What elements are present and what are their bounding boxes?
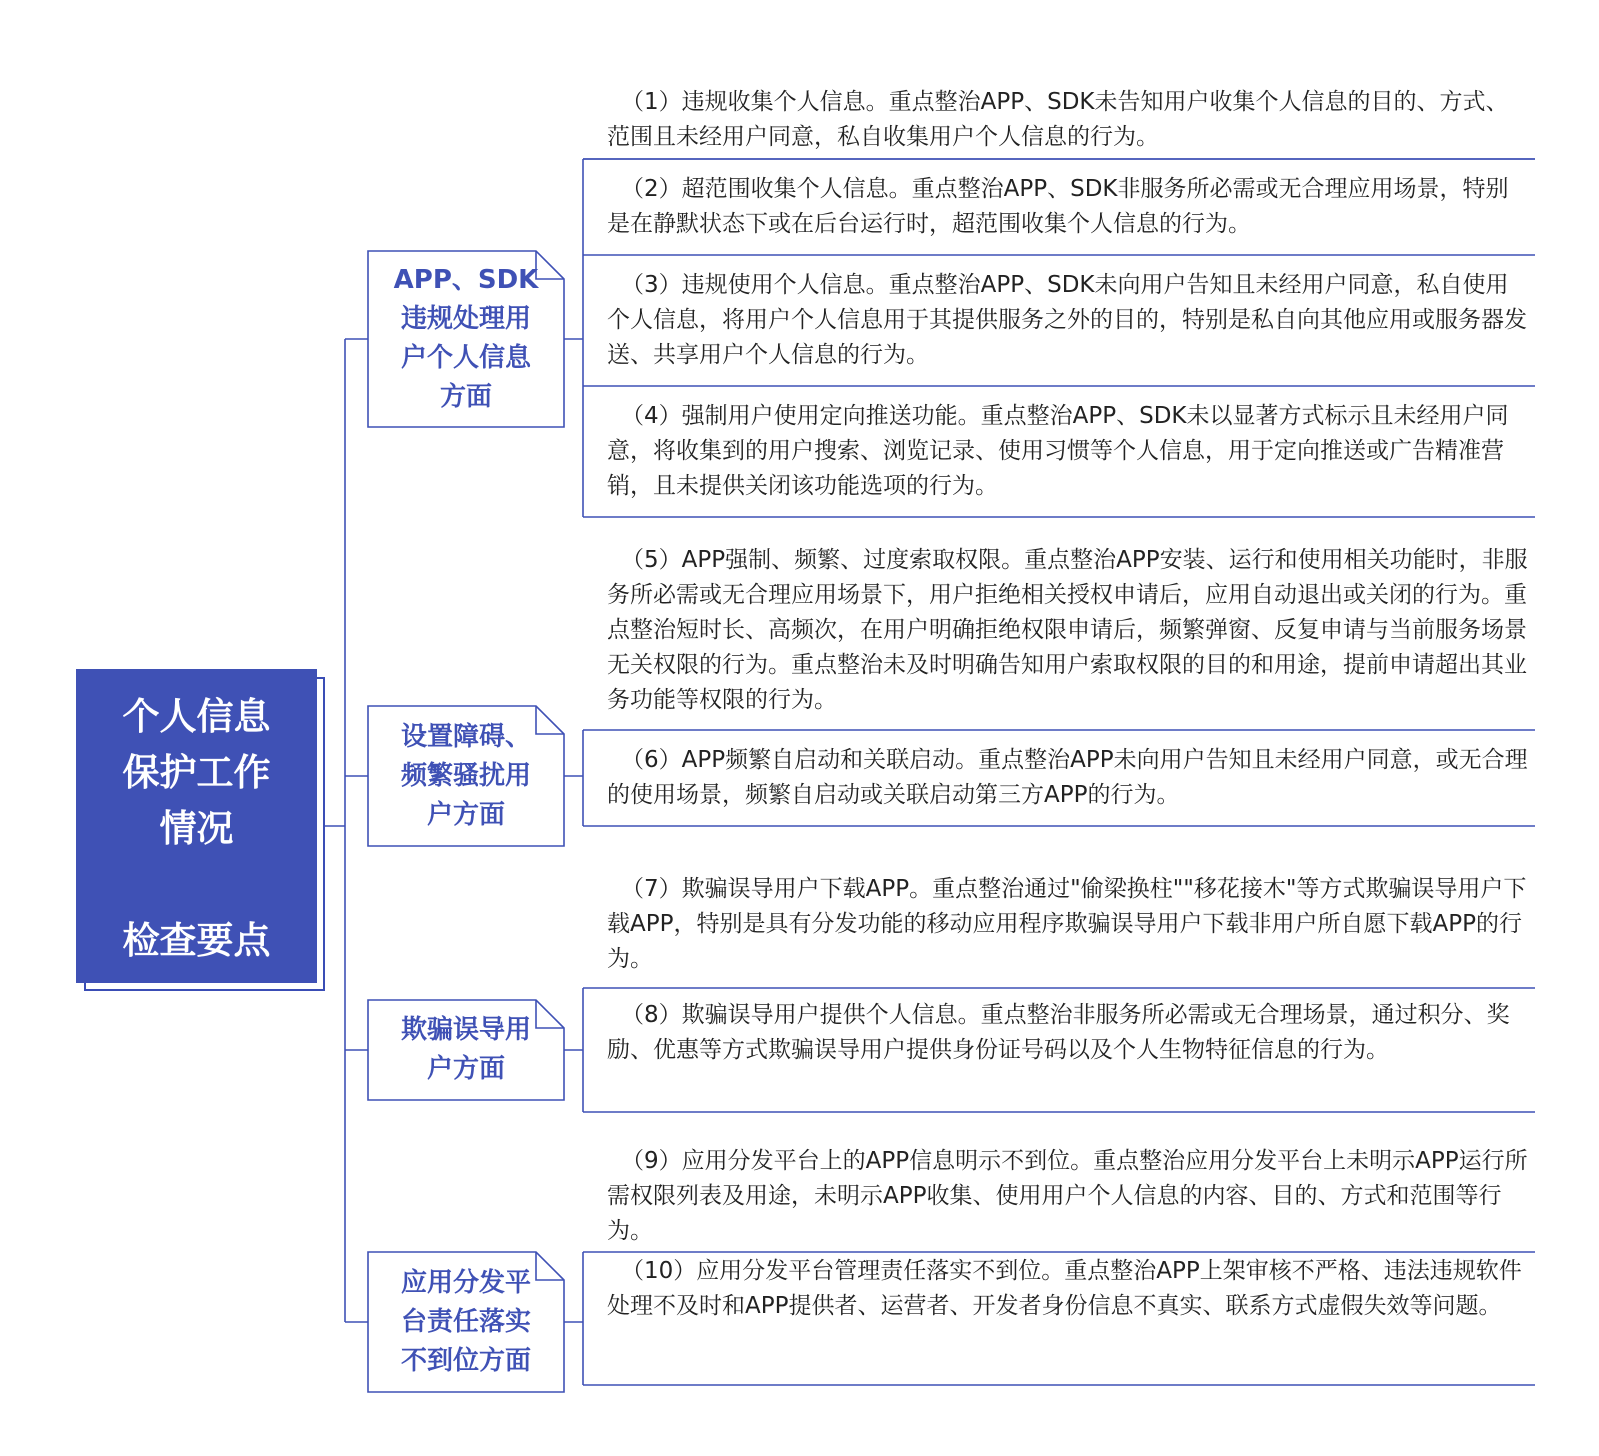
check-item[interactable] <box>597 255 1535 386</box>
item-number: （1） <box>621 88 682 115</box>
root-label-line: 情况 <box>159 807 234 850</box>
check-item[interactable] <box>597 1140 1535 1252</box>
category-label-line: 应用分发平 <box>400 1267 531 1298</box>
category-label-line: 频繁骚扰用 <box>400 760 531 791</box>
category-label-line: 户个人信息 <box>400 343 531 373</box>
item-number: （5） <box>621 546 682 573</box>
category-label-line: 违规处理用 <box>400 304 531 334</box>
category-node[interactable] <box>368 706 564 846</box>
category-label-line: 不到位方面 <box>400 1345 531 1376</box>
category-label-line: 设置障碍、 <box>400 721 531 752</box>
category-node[interactable] <box>368 1000 564 1100</box>
category-node[interactable] <box>368 251 564 427</box>
item-text: APP强制、频繁、过度索取权限。重点整治APP安装、运行和使用相关功能时，非服务所必需或无合理应用场景下，用户拒绝相关授权申请后，应用自动退出或关闭的行为。重点整治短时长、高频次，在用户明确拒绝权限申请后，频繁弹窗、反复申请与当前服务场景无关权限的行为。重点整治未及时明确告知用户索取权限的目的和用途，提前申请超出其业务功能等权限的行为。 <box>607 546 1528 713</box>
category-label-line: 方面 <box>439 382 492 412</box>
item-text: 违规使用个人信息。重点整治APP、SDK未向用户告知且未经用户同意，私自使用个人信息，将用户个人信息用于其提供服务之外的目的，特别是私自向其他应用或服务器发送、共享用户个人信息的行为。 <box>607 272 1527 368</box>
check-item[interactable] <box>597 80 1535 159</box>
check-item[interactable] <box>597 988 1535 1112</box>
item-number: （9） <box>621 1147 682 1174</box>
category-label-line: 台责任落实 <box>400 1306 531 1337</box>
item-text: 应用分发平台管理责任落实不到位。重点整治APP上架审核不严格、违法违规软件处理不及时和APP提供者、运营者、开发者身份信息不真实、联系方式虚假失效等问题。 <box>607 1258 1522 1319</box>
item-text: 超范围收集个人信息。重点整治APP、SDK非服务所必需或无合理应用场景，特别是在静默状态下或在后台运行时，超范围收集个人信息的行为。 <box>607 176 1509 237</box>
check-item[interactable] <box>597 730 1535 826</box>
item-text: APP频繁自启动和关联启动。重点整治APP未向用户告知且未经用户同意，或无合理的使用场景，频繁自启动或关联启动第三方APP的行为。 <box>607 747 1528 808</box>
category-label-line: 户方面 <box>426 799 505 830</box>
check-item[interactable] <box>597 860 1535 988</box>
category-label-line: 户方面 <box>426 1054 505 1084</box>
root-label-line: 个人信息 <box>122 695 271 738</box>
item-text: 欺骗误导用户下载APP。重点整治通过"偷梁换柱""移花接木"等方式欺骗误导用户下载APP，特别是具有分发功能的移动应用程序欺骗误导用户下载非用户所自愿下载APP的行为。 <box>607 875 1527 972</box>
item-text: 强制用户使用定向推送功能。重点整治APP、SDK未以显著方式标示且未经用户同意，将收集到的用户搜索、浏览记录、使用习惯等个人信息，用于定向推送或广告精准营销，且未提供关闭该功能选项的行为。 <box>607 403 1509 499</box>
item-text: 违规收集个人信息。重点整治APP、SDK未告知用户收集个人信息的目的、方式、范围且未经用户同意，私自收集用户个人信息的行为。 <box>607 88 1509 150</box>
category-label-line: 欺骗误导用 <box>400 1015 531 1045</box>
root-label-line: 检查要点 <box>122 919 271 962</box>
check-item[interactable] <box>597 159 1535 255</box>
item-number: （10） <box>621 1258 697 1284</box>
item-text: 应用分发平台上的APP信息明示不到位。重点整治应用分发平台上未明示APP运行所需权限列表及用途，未明示APP收集、使用用户个人信息的内容、目的、方式和范围等行为。 <box>607 1147 1528 1244</box>
root-node[interactable] <box>76 669 317 983</box>
item-number: （8） <box>621 1001 682 1028</box>
category-label-line: APP、SDK <box>393 265 539 295</box>
root-label-line <box>76 857 317 913</box>
check-item[interactable] <box>597 386 1535 517</box>
item-number: （6） <box>621 747 682 773</box>
category-node[interactable] <box>368 1252 564 1392</box>
item-number: （2） <box>621 176 682 202</box>
check-item[interactable] <box>597 1252 1535 1385</box>
item-text: 欺骗误导用户提供个人信息。重点整治非服务所必需或无合理场景，通过积分、奖励、优惠等方式欺骗误导用户提供身份证号码以及个人生物特征信息的行为。 <box>607 1001 1510 1063</box>
item-number: （7） <box>621 875 682 902</box>
item-number: （3） <box>621 272 682 298</box>
check-item[interactable] <box>597 530 1535 730</box>
root-label-line: 保护工作 <box>122 751 271 794</box>
item-number: （4） <box>621 403 682 429</box>
